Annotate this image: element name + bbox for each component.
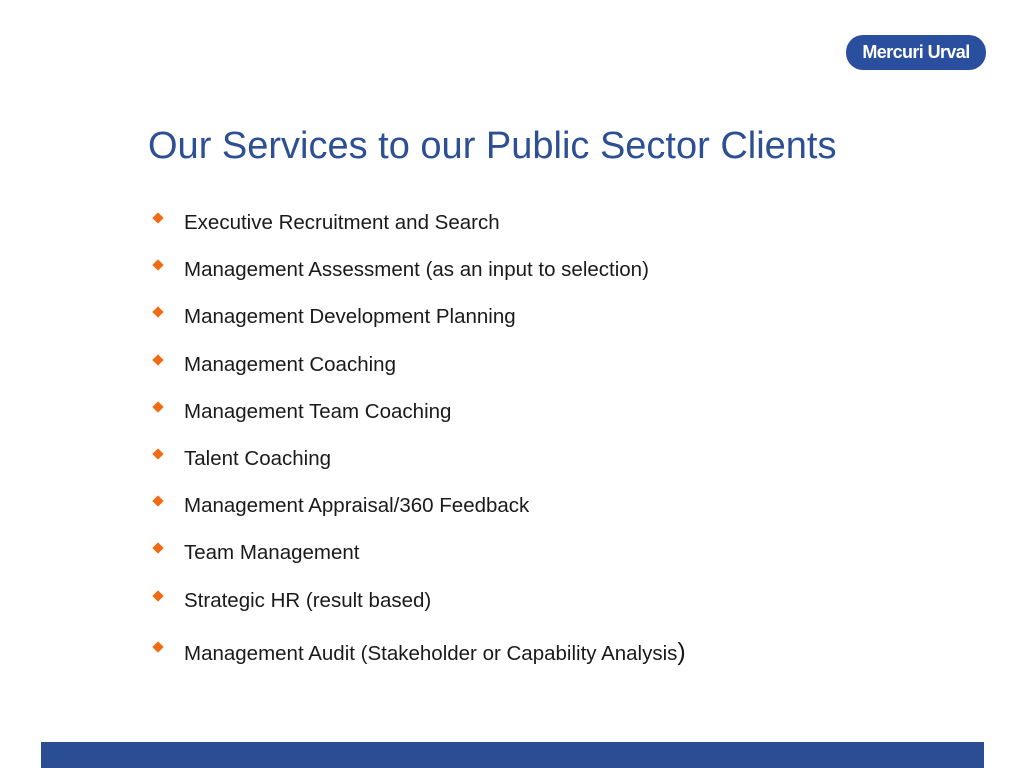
list-item xyxy=(150,538,686,585)
diamond-bullet-icon xyxy=(150,586,184,616)
slide-title: Our Services to our Public Sector Clients xyxy=(148,125,837,167)
diamond-bullet-icon xyxy=(150,302,184,332)
diamond-bullet-icon xyxy=(150,538,184,568)
list-item xyxy=(150,637,686,684)
list-item xyxy=(150,586,686,633)
list-item-text: Strategic HR (result based) xyxy=(184,588,432,612)
list-item xyxy=(150,302,686,349)
list-item xyxy=(150,397,686,444)
diamond-bullet-icon xyxy=(150,491,184,521)
list-item-text-main: Management Audit (Stakeholder or Capability Analysis xyxy=(184,641,678,665)
mercuri-urval-logo: Mercuri Urval xyxy=(846,35,986,70)
diamond-bullet-icon xyxy=(150,208,184,238)
list-item-text xyxy=(184,637,686,669)
list-item-text: Talent Coaching xyxy=(184,446,332,470)
list-item-text: Management Team Coaching xyxy=(184,399,452,423)
diamond-bullet-icon xyxy=(150,350,184,380)
list-item xyxy=(150,491,686,538)
diamond-bullet-icon xyxy=(150,255,184,285)
list-item xyxy=(150,208,686,255)
list-item-text: Management Coaching xyxy=(184,352,396,376)
list-item-text: Team Management xyxy=(184,541,360,565)
list-item xyxy=(150,444,686,491)
diamond-bullet-icon xyxy=(150,444,184,474)
list-item xyxy=(150,255,686,302)
list-item-text: Management Appraisal/360 Feedback xyxy=(184,494,530,518)
footer-bar xyxy=(41,742,984,768)
services-list xyxy=(150,208,686,684)
list-item-text: Management Assessment (as an input to selection) xyxy=(184,258,649,282)
diamond-bullet-icon xyxy=(150,397,184,427)
list-item-text: Executive Recruitment and Search xyxy=(184,211,500,234)
list-item-text: Management Development Planning xyxy=(184,305,516,329)
closing-parenthesis: ) xyxy=(677,637,686,666)
list-item xyxy=(150,350,686,397)
diamond-bullet-icon xyxy=(150,637,184,667)
